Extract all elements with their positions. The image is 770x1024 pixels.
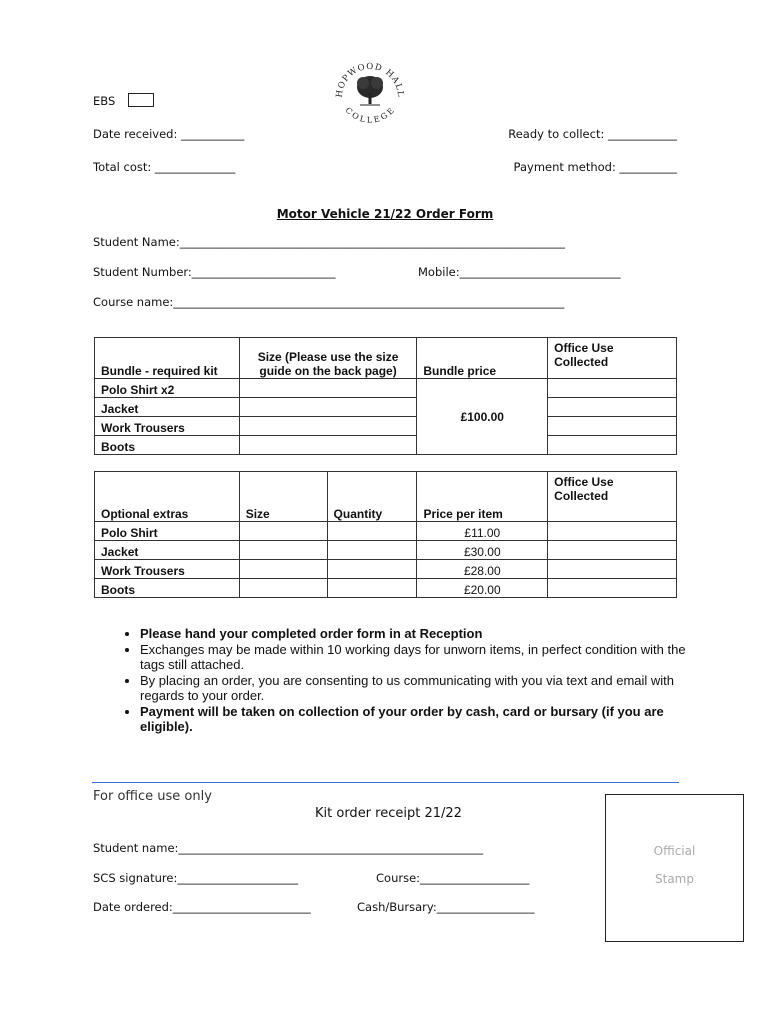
price-cell: £11.00 [417,522,548,541]
size-cell[interactable] [239,436,417,455]
size-cell[interactable] [239,398,417,417]
bundle-item: Work Trousers [95,417,240,436]
list-item: • By placing an order, you are consenting to us communicating with you via text and email with regards to your order. [140,673,700,704]
quantity-cell[interactable] [327,560,417,579]
extra-item: Polo Shirt [95,522,240,541]
section-divider [92,782,679,783]
date-ordered-field[interactable]: Date ordered:________________________ [93,900,311,914]
college-logo [330,55,410,125]
list-item: • Payment will be taken on collection of your order by cash, card or bursary (if you are eligible). [140,704,700,735]
extra-item: Boots [95,579,240,598]
price-cell: £20.00 [417,579,548,598]
table-header-row [95,472,677,522]
size-cell[interactable] [239,379,417,398]
size-cell[interactable] [239,579,327,598]
extras-table [94,471,677,598]
header-size: Size (Please use the size guide on the back page) [239,338,417,379]
table-row [95,379,677,398]
bundle-price-cell: £100.00 [417,379,548,455]
header-quantity: Quantity [327,472,417,522]
mobile-field[interactable]: Mobile:____________________________ [418,265,621,279]
size-cell[interactable] [239,522,327,541]
list-item: • Exchanges may be made within 10 working days for unworn items, in perfect condition with the tags still attached. [140,642,700,673]
logo-text-top: HOPWOOD HALL [334,61,406,99]
total-cost-field[interactable]: Total cost: ______________ [93,160,236,174]
bundle-item: Boots [95,436,240,455]
header-bundle: Bundle - required kit [95,338,240,379]
ebs-checkbox[interactable] [128,93,154,107]
table-row [95,436,677,455]
table-row [95,522,677,541]
header-bundle-price: Bundle price [417,338,548,379]
size-cell[interactable] [239,560,327,579]
bundle-item: Polo Shirt x2 [95,379,240,398]
bundle-item: Jacket [95,398,240,417]
office-use-label: For office use only [93,789,212,804]
collected-cell[interactable] [548,560,677,579]
stamp-label-line1: Official [653,844,696,858]
price-cell: £30.00 [417,541,548,560]
logo-text-bottom: COLLEGE [343,105,397,125]
date-received-field[interactable]: Date received: ___________ [93,127,245,141]
collected-cell[interactable] [548,436,677,455]
course-name-field[interactable]: Course name:____________________________________________________________________ [93,295,565,309]
bundle-table [94,337,677,455]
size-cell[interactable] [239,541,327,560]
ready-to-collect-field[interactable]: Ready to collect: ____________ [508,127,677,141]
quantity-cell[interactable] [327,579,417,598]
receipt-course-field[interactable]: Course:___________________ [376,871,530,885]
svg-text:COLLEGE [343,106,396,125]
extra-item: Work Trousers [95,560,240,579]
list-item: • Please hand your completed order form in at Reception [140,626,700,642]
tree-icon [357,76,383,105]
header-price-per-item: Price per item [417,472,548,522]
header-office-use: Office Use Collected [548,472,677,522]
stamp-label-line2: Stamp [655,872,694,886]
table-row [95,579,677,598]
table-row [95,398,677,417]
collected-cell[interactable] [548,522,677,541]
official-stamp-box [605,794,744,942]
header-office-use: Office Use Collected [548,338,677,379]
extra-item: Jacket [95,541,240,560]
collected-cell[interactable] [548,379,677,398]
table-row [95,541,677,560]
price-cell: £28.00 [417,560,548,579]
scs-signature-field[interactable]: SCS signature:_____________________ [93,871,299,885]
student-number-field[interactable]: Student Number:_________________________ [93,265,336,279]
header-size: Size [239,472,327,522]
notes-list [112,626,700,735]
quantity-cell[interactable] [327,522,417,541]
student-name-field[interactable]: Student Name:___________________________________________________________________ [93,235,565,249]
header-optional-extras: Optional extras [95,472,240,522]
receipt-student-name-field[interactable]: Student name:_____________________________________________________ [93,841,484,855]
size-cell[interactable] [239,417,417,436]
form-title: Motor Vehicle 21/22 Order Form [276,207,494,221]
collected-cell[interactable] [548,541,677,560]
ebs-label: EBS [93,94,116,108]
table-header-row [95,338,677,379]
payment-method-field[interactable]: Payment method: __________ [513,160,677,174]
collected-cell[interactable] [548,398,677,417]
collected-cell[interactable] [548,417,677,436]
cash-bursary-field[interactable]: Cash/Bursary:_________________ [357,900,535,914]
quantity-cell[interactable] [327,541,417,560]
table-row [95,417,677,436]
collected-cell[interactable] [548,579,677,598]
receipt-title: Kit order receipt 21/22 [315,806,462,821]
table-row [95,560,677,579]
